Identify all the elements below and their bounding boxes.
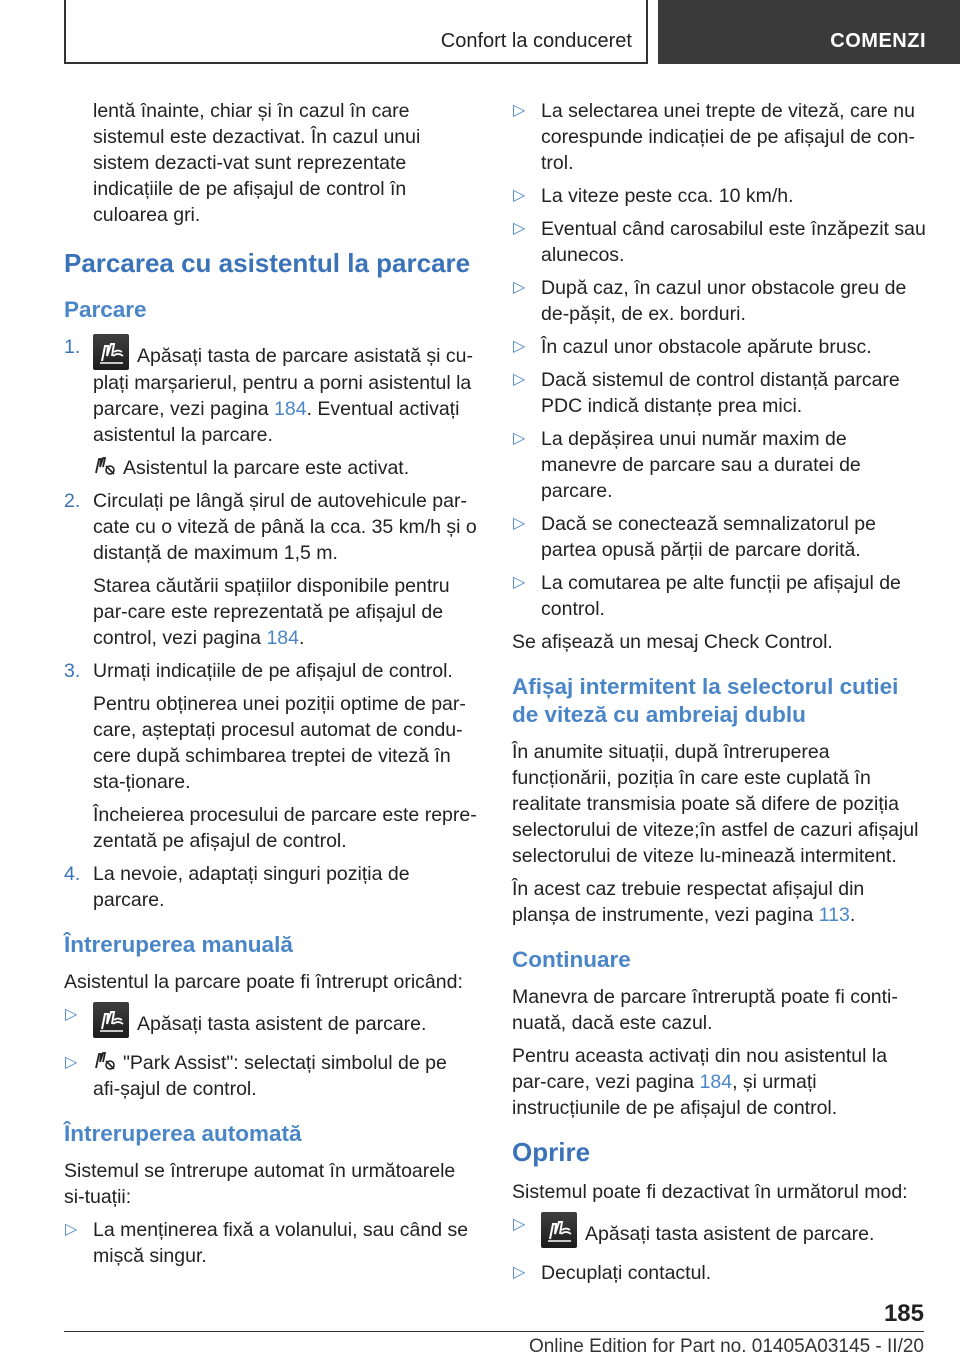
heading-parcare: Parcare	[64, 297, 147, 322]
stop-bullet-2-text: Decuplați contactul.	[541, 1262, 712, 1284]
bullet-text: La depășirea unui număr maxim de manevre de parcare sau a duratei de parcare.	[541, 428, 861, 502]
edition-footer: Online Edition for Part no. 01405A03145 - II/20	[528, 1336, 924, 1357]
stop-bullet-1	[512, 1212, 926, 1248]
step-number: 1.	[64, 336, 81, 358]
park-assist-active-icon	[93, 455, 117, 477]
step-number: 3.	[64, 660, 81, 682]
step-3-note-2: Încheierea procesului de parcare este repre-zentată pe afișajul de control.	[93, 804, 477, 852]
bullet-icon: ▷	[513, 187, 526, 204]
heading-manual-interrupt: Întreruperea manuală	[64, 932, 293, 957]
header-frame	[64, 0, 648, 64]
step-3-text: Urmați indicațiile de pe afișajul de control.	[93, 660, 453, 682]
step-1-text-post: . Eventual activați asistentul la parcare.	[93, 398, 460, 446]
auto-bullet-8	[512, 426, 926, 504]
step-4-text: La nevoie, adaptați singuri poziția de parcare.	[93, 863, 410, 911]
park-assist-button-icon	[93, 1002, 129, 1038]
continue-paragraph-2	[512, 1043, 926, 1121]
bullet-icon: ▷	[65, 1221, 78, 1238]
intro-text: lentă înainte, chiar și în cazul în care sistemul este dezactivat. În cazul unui sistem dezacti-vat sunt reprezentate indicațiile de pe afișajul de control în culoarea gri.	[93, 100, 421, 226]
heading-oprire: Oprire	[512, 1137, 591, 1167]
bullet-text: După caz, în cazul unor obstacole greu de de-pășit, de ex. borduri.	[541, 277, 907, 325]
blink-paragraph-2	[512, 876, 926, 928]
blink-text-end: .	[849, 904, 856, 926]
heading-gear-selector-blink: Afișaj intermitent la selectorul cutiei de viteză cu ambreiaj dublu	[512, 674, 899, 727]
auto-bullet-9	[512, 511, 926, 563]
bullet-icon: ▷	[513, 220, 526, 237]
heading-auto-interrupt: Întreruperea automată	[64, 1121, 302, 1146]
heading-parking-assist: Parcarea cu asistentul la parcare	[64, 248, 471, 278]
chapter-tab[interactable]: COMENZI	[658, 0, 960, 64]
step-3-note-1: Pentru obținerea unei poziții optime de par-care, așteptați procesul automat de condu-cere după schimbarea treptei de viteză în sta-ționare.	[93, 693, 466, 793]
blink-paragraph-1: În anumite situații, după întreruperea funcționării, poziția în care este cuplată în realitate transmisia poate să difere de poziția selectorului de viteze;în astfel de cazuri afișajul selectorului de viteze lu-minează intermitent.	[512, 741, 919, 867]
step-1	[64, 334, 478, 448]
manual-bullet-1	[64, 1002, 478, 1038]
footer-divider	[64, 1331, 924, 1332]
step-3	[64, 658, 478, 684]
step-2-note-end: .	[298, 627, 305, 649]
auto-bullet-7	[512, 367, 926, 419]
step-2-note-text: Starea căutării spațiilor disponibile pentru par-care este reprezentată pe afișajul de control, vezi pagina	[93, 575, 450, 649]
bullet-text: La selectarea unei trepte de viteză, care nu corespunde indicației de pe afișajul de con-trol.	[541, 100, 915, 174]
stop-bullet-1-text: Apăsați tasta asistent de parcare.	[585, 1223, 875, 1245]
bullet-icon: ▷	[513, 371, 526, 388]
bullet-icon: ▷	[513, 574, 526, 591]
auto-bullet-1-text: La menținerea fixă a volanului, sau când se mișcă singur.	[93, 1219, 469, 1267]
manual-bullet-1-text: Apăsați tasta asistent de parcare.	[137, 1013, 427, 1035]
heading-continuare: Continuare	[512, 947, 631, 972]
bullet-text: La comutarea pe alte funcții pe afișajul de control.	[541, 572, 901, 620]
stop-bullet-2	[512, 1260, 926, 1286]
step-1-status	[64, 455, 478, 481]
step-1-status-text: Asistentul la parcare este activat.	[123, 457, 410, 479]
manual-intro: Asistentul la parcare poate fi întrerupt oricând:	[64, 971, 463, 993]
bullet-icon: ▷	[513, 102, 526, 119]
park-assist-button-icon	[541, 1212, 577, 1248]
park-assist-symbol-icon	[93, 1050, 117, 1072]
page-number: 185	[883, 1300, 924, 1327]
auto-bullet-6	[512, 334, 926, 360]
bullet-icon: ▷	[513, 279, 526, 296]
left-column	[64, 98, 478, 1276]
auto-intro: Sistemul se întrerupe automat în următoarele si-tuații:	[64, 1160, 456, 1208]
bullet-text: La viteze peste cca. 10 km/h.	[541, 185, 794, 207]
step-2	[64, 488, 478, 566]
bullet-icon: ▷	[65, 1054, 78, 1071]
bullet-text: Dacă se conectează semnalizatorul pe partea opusă părții de parcare dorită.	[541, 513, 876, 561]
auto-bullet-5	[512, 275, 926, 327]
auto-bullet-1	[64, 1217, 478, 1269]
step-number: 2.	[64, 490, 81, 512]
bullet-icon: ▷	[65, 1006, 78, 1023]
bullet-icon: ▷	[513, 338, 526, 355]
step-2-note	[64, 573, 478, 651]
step-number: 4.	[64, 863, 81, 885]
bullet-icon: ▷	[513, 1216, 526, 1233]
manual-bullet-2-text: "Park Assist": selectați simbolul de pe afi-șajul de control.	[93, 1052, 447, 1100]
park-assist-button-icon	[93, 334, 129, 370]
continue-text: Pentru aceasta activați din nou asistentul la par-care, vezi pagina	[512, 1045, 888, 1093]
bullet-text: În cazul unor obstacole apărute brusc.	[541, 336, 872, 358]
step-1-text-pre: Apăsați tasta de parcare asistată și cu-plați marșarierul, pentru a porni asistentul la parcare, vezi pagina	[93, 345, 474, 420]
auto-bullet-10	[512, 570, 926, 622]
stop-intro: Sistemul poate fi dezactivat în următorul mod:	[512, 1181, 908, 1203]
check-control-note: Se afișează un mesaj Check Control.	[512, 631, 833, 653]
manual-bullet-2	[64, 1050, 478, 1102]
bullet-icon: ▷	[513, 515, 526, 532]
bullet-text: Dacă sistemul de control distanță parcare PDC indică distanțe prea mici.	[541, 369, 900, 417]
auto-bullet-2	[512, 98, 926, 176]
bullet-icon: ▷	[513, 1264, 526, 1281]
page-link-184[interactable]: 184	[699, 1071, 733, 1093]
blink-text: În acest caz trebuie respectat afișajul din planșa de instrumente, vezi pagina	[512, 878, 865, 926]
auto-bullet-4	[512, 216, 926, 268]
page-link-184[interactable]: 184	[266, 627, 299, 649]
auto-bullet-3	[512, 183, 926, 209]
section-title: Confort la conduceret	[440, 30, 632, 52]
page-link-184[interactable]: 184	[274, 398, 307, 420]
right-column	[512, 98, 926, 1293]
step-4	[64, 861, 478, 913]
bullet-text: Eventual când carosabilul este înzăpezit sau alunecos.	[541, 218, 926, 266]
continue-paragraph-1: Manevra de parcare întreruptă poate fi conti-nuată, dacă este cazul.	[512, 986, 898, 1034]
page-link-113[interactable]: 113	[818, 904, 850, 926]
step-2-text: Circulați pe lângă șirul de autovehicule par-cate cu o viteză de până la cca. 35 km/h și o distanță de maximum 1,5 m.	[93, 490, 477, 564]
continue-text-end: , și urmați instrucțiunile de pe afișajul de control.	[512, 1071, 838, 1119]
bullet-icon: ▷	[513, 430, 526, 447]
